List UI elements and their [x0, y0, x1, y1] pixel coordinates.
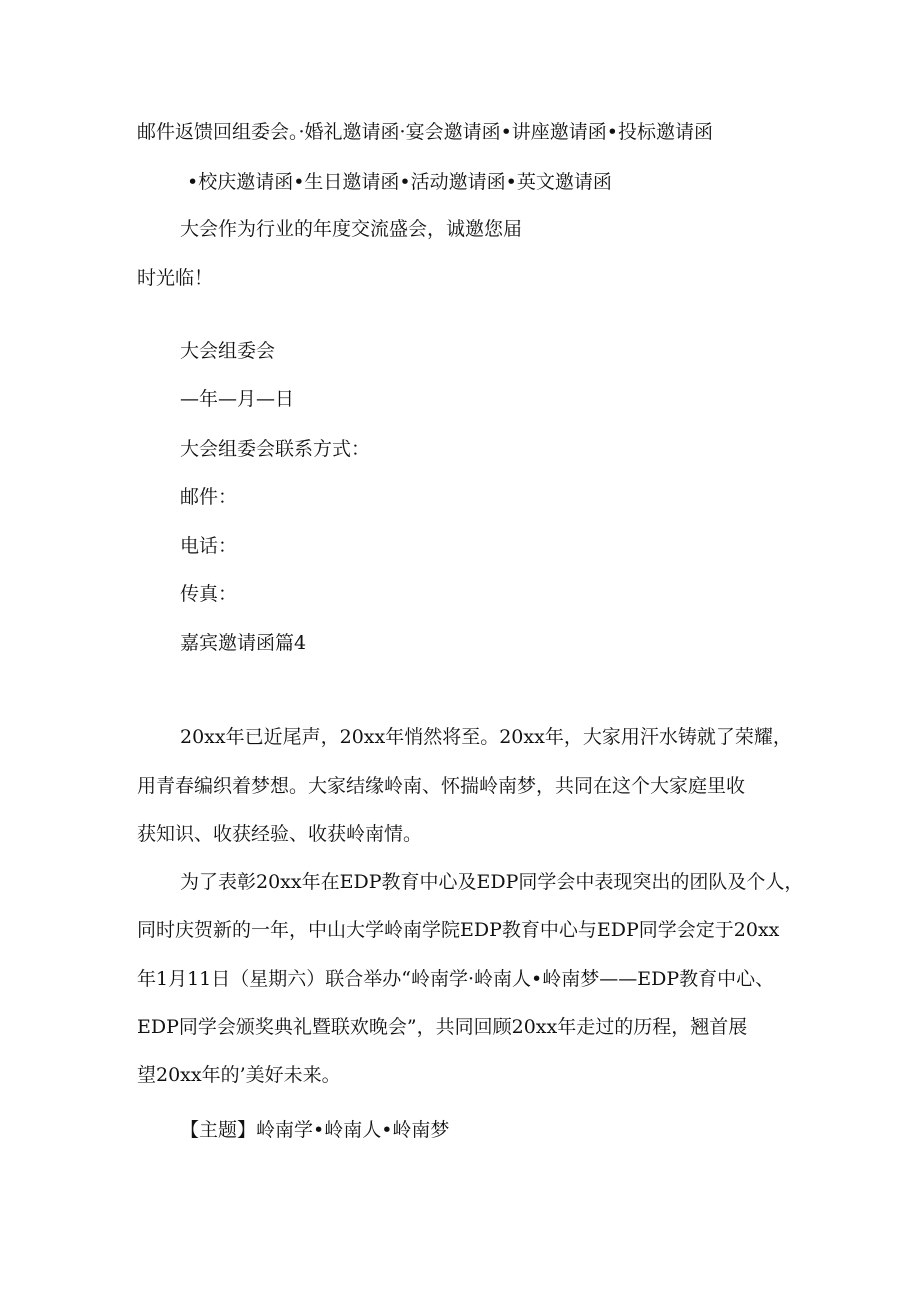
paragraph-1-line-2: 用青春编织着梦想。大家结缘岭南、怀揣岭南梦，共同在这个大家庭里收 — [137, 775, 746, 797]
paragraph-2-line-4: EDP同学会颁奖典礼暨联欢晚会”，共同回顾20xx年走过的历程，翘首展 — [137, 1016, 748, 1038]
paragraph-2-line-2: 同时庆贺新的一年，中山大学岭南学院EDP教育中心与EDP同学会定于20xx — [137, 919, 780, 941]
theme-line: 【主题】岭南学•岭南人•岭南梦 — [180, 1119, 450, 1141]
section-title: 嘉宾邀请函篇4 — [180, 632, 307, 654]
signature-organizer: 大会组委会 — [180, 340, 276, 362]
contact-email: 邮件： — [180, 486, 238, 508]
contact-fax: 传真： — [180, 583, 238, 605]
text-line-3: 大会作为行业的年度交流盛会，诚邀您届 — [180, 218, 523, 240]
paragraph-1-line-1: 20xx年已近尾声，20xx年悄然将至。20xx年，大家用汗水铸就了荣耀， — [180, 726, 792, 748]
contact-phone: 电话： — [180, 535, 238, 557]
text-line-2: •校庆邀请函•生日邀请函•活动邀请函•英文邀请函 — [187, 171, 612, 193]
signature-date: —年—月—日 — [180, 388, 295, 410]
paragraph-1-line-3: 获知识、收获经验、收获岭南情。 — [137, 823, 423, 845]
paragraph-2-line-3: 年1月11日（星期六）联合举办“岭南学·岭南人•岭南梦——EDP教育中心、 — [137, 968, 775, 990]
paragraph-2-line-1: 为了表彰20xx年在EDP教育中心及EDP同学会中表现突出的团队及个人， — [180, 871, 804, 893]
text-line-4: 时光临！ — [137, 267, 214, 289]
text-line-1: 邮件返馈回组委会。·婚礼邀请函·宴会邀请函•讲座邀请函•投标邀请函 — [137, 121, 713, 143]
contact-heading: 大会组委会联系方式： — [180, 438, 371, 460]
paragraph-2-line-5: 望20xx年的’美好未来。 — [137, 1064, 341, 1086]
